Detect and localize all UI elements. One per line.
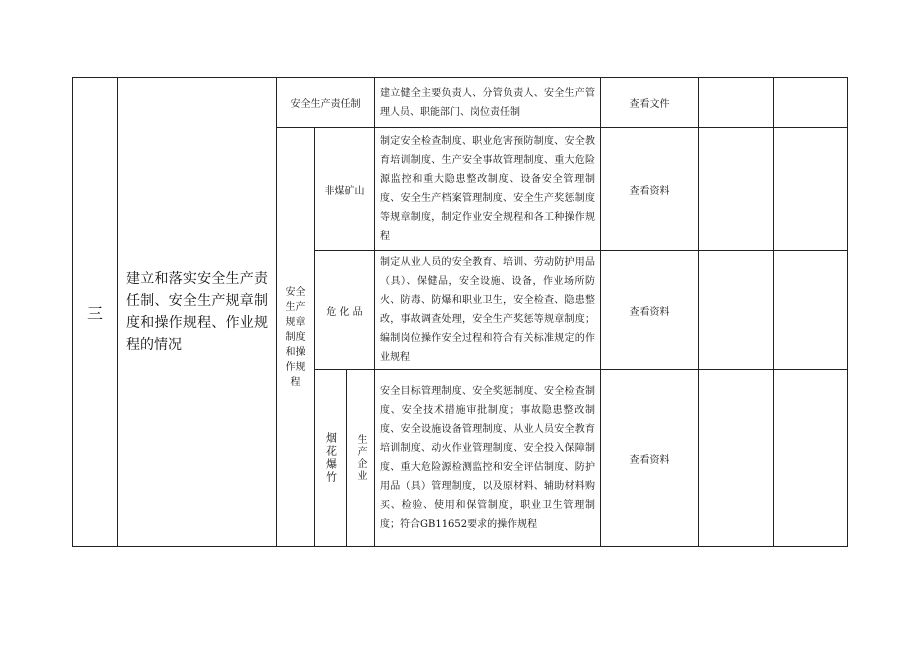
method-non-coal-mines: 查看资料 (629, 185, 670, 197)
section-title: 建立和落实安全生产责任制、安全生产规章制度和操作规程、作业规程的情况 (126, 271, 268, 353)
method-hazardous-chemicals: 查看资料 (629, 306, 670, 318)
content-fireworks: 安全目标管理制度、安全奖惩制度、安全检查制度、安全技术措施审批制度；事故隐患整改制度、安全设施设备管理制度、从业人员安全教育培训制度、动火作业管理制度、安全投入保障制度、重大危险源检测监控和安全评估制度、防护用品（具）管理制度，以及原材料、辅助材料购买、检验、使用和保管制度，职业卫生管理制度；符合GB11652要求的操作规程 (380, 386, 595, 530)
sub-category-non-coal-mines: 非煤矿山 (324, 185, 365, 197)
empty-remarks-column (774, 78, 847, 546)
content-non-coal-mines: 制定安全检查制度、职业危害预防制度、安全教育培训制度、生产安全事故管理制度、重大危险源监控和重大隐患整改制度、设备安全管理制度、安全生产档案管理制度、安全生产奖惩制度等规章制度，制定作业安全规程和各工种操作规程 (380, 136, 595, 242)
table-border-bottom (72, 546, 848, 547)
method-fireworks: 查看资料 (629, 454, 670, 466)
sub-category-fireworks: 烟花爆竹 (324, 432, 338, 484)
content-hazardous-chemicals: 制定从业人员的安全教育、培训、劳动防护用品（具）、保健品，安全设施、设备，作业场所防火、防毒、防爆和职业卫生，安全检查、隐患整改，事故调查处理，安全生产奖惩等规章制度；编制岗位操作安全过程和符合有关标准规定的作业规程 (380, 257, 595, 363)
sub-category-hazardous-chemicals: 危 化 品 (326, 306, 363, 318)
empty-score-column (699, 78, 773, 546)
content-responsibility: 建立健全主要负责人、分管负责人、安全生产管理人员、职能部门、岗位责任制 (380, 87, 595, 118)
sub-category-production-enterprise: 生产企业 (355, 434, 366, 482)
category-responsibility: 安全生产责任制 (290, 99, 361, 110)
section-number: 三 (86, 303, 103, 323)
method-responsibility: 查看文件 (629, 99, 670, 110)
group-label-regulations: 安全生产规章制度和操作规程 (285, 286, 306, 388)
table-border-right (847, 77, 848, 547)
